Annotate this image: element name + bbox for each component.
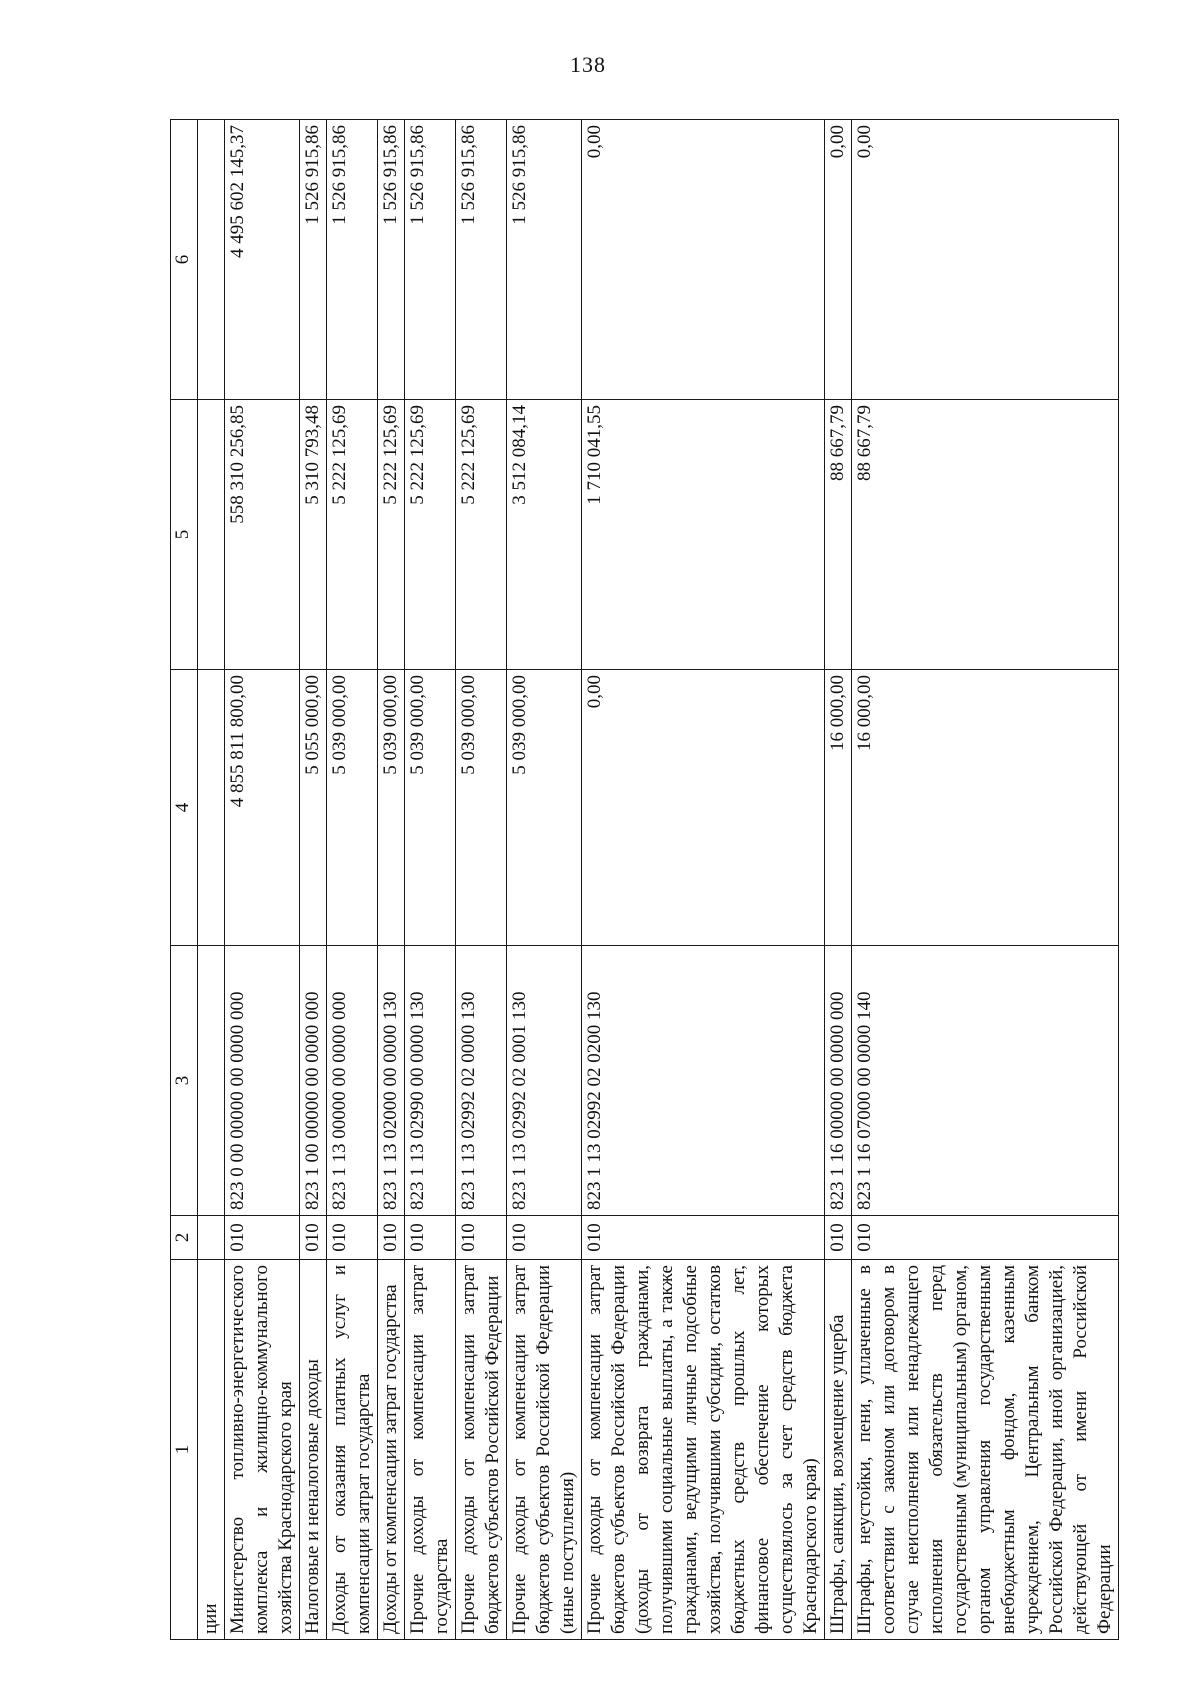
row-kbk: 823 1 16 00000 00 0000 000: [825, 946, 852, 1216]
row-value-col4: 16 000,00: [825, 670, 852, 946]
row-value-col6: 1 526 915,86: [405, 120, 456, 400]
row-value-col4: 4 855 811 800,00: [225, 670, 300, 946]
row-name: Штрафы, санкции, возмещение ущерба: [825, 1260, 852, 1640]
table-row: [225, 120, 300, 1640]
row-name: Министерство топливно-энергетического комплекса и жилищно-коммунального хозяйства Краснодарского края: [225, 1260, 300, 1640]
column-header: 3: [171, 946, 198, 1216]
row-code: 010: [852, 1216, 1119, 1260]
row-kbk: 823 1 13 02000 00 0000 130: [378, 946, 405, 1216]
table-row: [300, 120, 327, 1640]
row-kbk: 823 1 16 07000 00 0000 140: [852, 946, 1119, 1216]
row-kbk: 823 1 13 00000 00 0000 000: [327, 946, 378, 1216]
row-value-col4: 0,00: [582, 670, 825, 946]
column-header: 5: [171, 400, 198, 670]
empty-cell: [198, 400, 225, 670]
row-value-col6: 4 495 602 145,37: [225, 120, 300, 400]
row-value-col5: 1 710 041,55: [582, 400, 825, 670]
row-kbk: 823 1 13 02990 00 0000 130: [405, 946, 456, 1216]
row-kbk: 823 1 13 02992 02 0200 130: [582, 946, 825, 1216]
row-value-col5: 88 667,79: [825, 400, 852, 670]
column-header: 4: [171, 670, 198, 946]
row-code: 010: [456, 1216, 507, 1260]
row-value-col5: 3 512 084,14: [507, 400, 582, 670]
row-name: Прочие доходы от компенсации затрат бюджетов субъектов Российской Федерации (доходы от возврата гражданами, получившими социальные выплаты, а также гражданами, ведущими личные подсобные хозяйства, получившими субсидии, остатков бюджетных средств прошлых лет, финансовое обеспечение которых осуществлялось за счет средств бюджета Краснодарского края): [582, 1260, 825, 1640]
table-row: [405, 120, 456, 1640]
row-value-col6: 1 526 915,86: [378, 120, 405, 400]
column-header: 6: [171, 120, 198, 400]
row-code: 010: [327, 1216, 378, 1260]
revenue-table: [170, 119, 1119, 1640]
table-row: [825, 120, 852, 1640]
row-value-col5: 5 310 793,48: [300, 400, 327, 670]
row-value-col6: 1 526 915,86: [507, 120, 582, 400]
row-name: Доходы от компенсации затрат государства: [378, 1260, 405, 1640]
table-row: [378, 120, 405, 1640]
row-value-col6: 1 526 915,86: [456, 120, 507, 400]
row-value-col6: 1 526 915,86: [300, 120, 327, 400]
empty-cell: [198, 946, 225, 1216]
row-code: 010: [378, 1216, 405, 1260]
row-value-col4: 5 039 000,00: [507, 670, 582, 946]
continuation-row: [198, 120, 225, 1640]
table-row: [456, 120, 507, 1640]
table-row: [507, 120, 582, 1640]
row-value-col6: 0,00: [825, 120, 852, 400]
continuation-text: ции: [198, 1260, 225, 1640]
empty-cell: [198, 670, 225, 946]
row-kbk: 823 1 13 02992 02 0000 130: [456, 946, 507, 1216]
row-value-col5: 5 222 125,69: [456, 400, 507, 670]
column-header: 1: [171, 1260, 198, 1640]
column-header: 2: [171, 1216, 198, 1260]
empty-cell: [198, 1216, 225, 1260]
row-value-col5: 88 667,79: [852, 400, 1119, 670]
table-row: [582, 120, 825, 1640]
row-name: Налоговые и неналоговые доходы: [300, 1260, 327, 1640]
page-number: 138: [570, 52, 606, 77]
row-value-col4: 5 039 000,00: [327, 670, 378, 946]
row-kbk: 823 1 13 02992 02 0001 130: [507, 946, 582, 1216]
row-value-col4: 16 000,00: [852, 670, 1119, 946]
empty-cell: [198, 120, 225, 400]
table-row: [852, 120, 1119, 1640]
column-number-row: [171, 120, 198, 1640]
row-code: 010: [507, 1216, 582, 1260]
row-name: Доходы от оказания платных услуг и компенсации затрат государства: [327, 1260, 378, 1640]
row-value-col4: 5 055 000,00: [300, 670, 327, 946]
row-code: 010: [405, 1216, 456, 1260]
row-name: Прочие доходы от компенсации затрат государства: [405, 1260, 456, 1640]
row-value-col6: 0,00: [582, 120, 825, 400]
row-value-col5: 5 222 125,69: [327, 400, 378, 670]
rotated-table-container: [170, 120, 1180, 1640]
row-value-col4: 5 039 000,00: [405, 670, 456, 946]
row-kbk: 823 1 00 00000 00 0000 000: [300, 946, 327, 1216]
table-row: [327, 120, 378, 1640]
row-value-col4: 5 039 000,00: [378, 670, 405, 946]
row-name: Прочие доходы от компенсации затрат бюджетов субъектов Российской Федерации: [456, 1260, 507, 1640]
row-code: 010: [225, 1216, 300, 1260]
row-code: 010: [825, 1216, 852, 1260]
row-value-col5: 558 310 256,85: [225, 400, 300, 670]
row-name: Штрафы, неустойки, пени, уплаченные в соответствии с законом или договором в случае неисполнения или ненадлежащего исполнения обязательств перед государственным (муниципальным) органом, органом управления государственным внебюджетным фондом, казенным учреждением, Центральным банком Российской Федерации, иной организацией, действующей от имени Российской Федерации: [852, 1260, 1119, 1640]
row-value-col5: 5 222 125,69: [405, 400, 456, 670]
row-value-col5: 5 222 125,69: [378, 400, 405, 670]
row-value-col4: 5 039 000,00: [456, 670, 507, 946]
row-value-col6: 0,00: [852, 120, 1119, 400]
row-code: 010: [582, 1216, 825, 1260]
row-code: 010: [300, 1216, 327, 1260]
row-name: Прочие доходы от компенсации затрат бюджетов субъектов Российской Федерации (иные поступления): [507, 1260, 582, 1640]
row-kbk: 823 0 00 00000 00 0000 000: [225, 946, 300, 1216]
row-value-col6: 1 526 915,86: [327, 120, 378, 400]
